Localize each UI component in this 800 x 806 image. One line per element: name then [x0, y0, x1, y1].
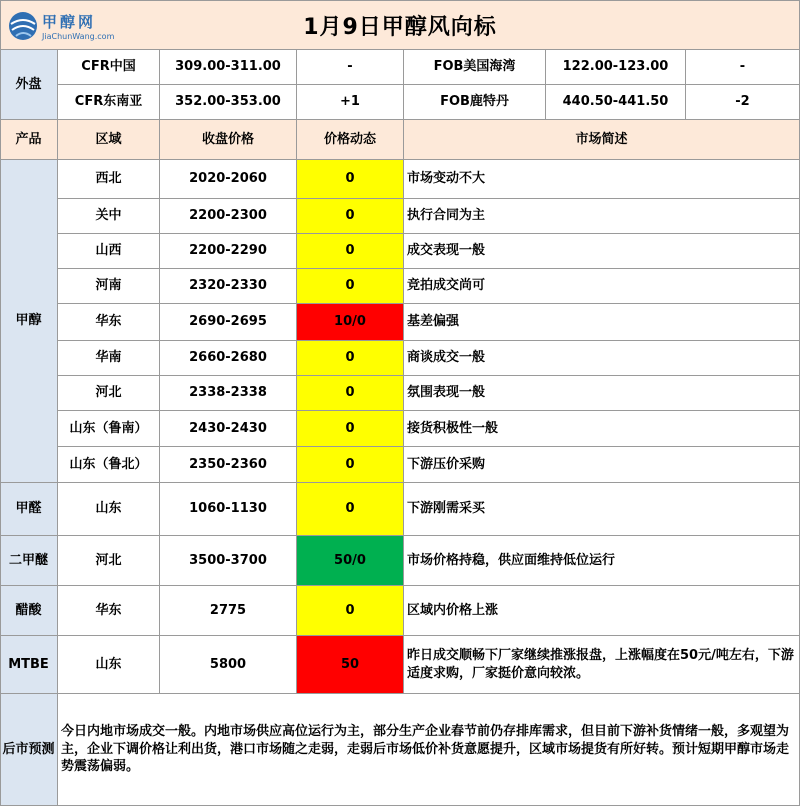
change-cell: 0 [297, 341, 404, 376]
change-cell: 0 [297, 160, 404, 199]
change-cell: 0 [297, 447, 404, 483]
change-cell: 0 [297, 483, 404, 536]
region-cell: 关中 [58, 199, 160, 234]
header-product: 产品 [0, 120, 58, 160]
region-cell: 华南 [58, 341, 160, 376]
price-cell: 2660-2680 [160, 341, 297, 376]
external-name1: CFR中国 [58, 50, 160, 85]
logo [7, 6, 127, 46]
external-price1: 352.00-353.00 [160, 85, 297, 120]
external-label: 外盘 [0, 50, 58, 120]
change-cell: 50/0 [297, 536, 404, 586]
desc-cell: 氛围表现一般 [404, 376, 800, 411]
price-cell: 2350-2360 [160, 447, 297, 483]
desc-cell: 基差偏强 [404, 304, 800, 341]
desc-cell: 商谈成交一般 [404, 341, 800, 376]
external-price2: 440.50-441.50 [546, 85, 686, 120]
region-cell: 山东 [58, 483, 160, 536]
header-change: 价格动态 [297, 120, 404, 160]
change-cell: 0 [297, 269, 404, 304]
globe-logo-icon [7, 10, 39, 42]
forecast-label: 后市预测 [0, 694, 58, 806]
external-change1: +1 [297, 85, 404, 120]
desc-cell: 接货积极性一般 [404, 411, 800, 447]
price-cell: 5800 [160, 636, 297, 694]
external-change1: - [297, 50, 404, 85]
desc-cell: 下游刚需采买 [404, 483, 800, 536]
header-region: 区域 [58, 120, 160, 160]
desc-cell: 下游压价采购 [404, 447, 800, 483]
product-label: 甲醇 [0, 160, 58, 483]
external-change2: - [686, 50, 800, 85]
external-change2: -2 [686, 85, 800, 120]
price-cell: 3500-3700 [160, 536, 297, 586]
external-name2: FOB鹿特丹 [404, 85, 546, 120]
change-cell: 0 [297, 376, 404, 411]
external-name2: FOB美国海湾 [404, 50, 546, 85]
price-cell: 2775 [160, 586, 297, 636]
price-cell: 2200-2300 [160, 199, 297, 234]
region-cell: 华东 [58, 304, 160, 341]
desc-cell: 昨日成交顺畅下厂家继续推涨报盘，上涨幅度在50元/吨左右，下游适度求购，厂家挺价意向较浓。 [404, 636, 800, 694]
external-price1: 309.00-311.00 [160, 50, 297, 85]
desc-cell: 执行合同为主 [404, 199, 800, 234]
title-bar [0, 0, 800, 50]
region-cell: 山东（鲁北） [58, 447, 160, 483]
header-price: 收盘价格 [160, 120, 297, 160]
region-cell: 山东 [58, 636, 160, 694]
external-name1: CFR东南亚 [58, 85, 160, 120]
change-cell: 0 [297, 586, 404, 636]
change-cell: 50 [297, 636, 404, 694]
change-cell: 0 [297, 199, 404, 234]
change-cell: 0 [297, 234, 404, 269]
region-cell: 华东 [58, 586, 160, 636]
region-cell: 河北 [58, 376, 160, 411]
product-label: MTBE [0, 636, 58, 694]
product-label: 醋酸 [0, 586, 58, 636]
logo-text-en: JiaChunWang.com [42, 32, 115, 41]
desc-cell: 区域内价格上涨 [404, 586, 800, 636]
region-cell: 西北 [58, 160, 160, 199]
product-label: 二甲醚 [0, 536, 58, 586]
header-desc: 市场简述 [404, 120, 800, 160]
product-label: 甲醛 [0, 483, 58, 536]
region-cell: 河北 [58, 536, 160, 586]
page-title: 1月9日甲醇风向标 [303, 14, 497, 40]
price-cell: 2020-2060 [160, 160, 297, 199]
price-cell: 1060-1130 [160, 483, 297, 536]
forecast-text: 今日内地市场成交一般。内地市场供应高位运行为主，部分生产企业春节前仍存排库需求，但目前下游补货情绪一般，多观望为主，企业下调价格让利出货，港口市场随之走弱，走弱后市场低价补货意愿提升，区域市场提货有所好转。预计短期甲醇市场走势震荡偏弱。 [58, 694, 800, 806]
desc-cell: 市场变动不大 [404, 160, 800, 199]
region-cell: 河南 [58, 269, 160, 304]
desc-cell: 竞拍成交尚可 [404, 269, 800, 304]
price-cell: 2320-2330 [160, 269, 297, 304]
desc-cell: 成交表现一般 [404, 234, 800, 269]
external-price2: 122.00-123.00 [546, 50, 686, 85]
change-cell: 0 [297, 411, 404, 447]
price-cell: 2430-2430 [160, 411, 297, 447]
price-cell: 2338-2338 [160, 376, 297, 411]
price-cell: 2200-2290 [160, 234, 297, 269]
price-cell: 2690-2695 [160, 304, 297, 341]
change-cell: 10/0 [297, 304, 404, 341]
logo-text-cn: 甲醇网 [42, 13, 97, 31]
region-cell: 山东（鲁南） [58, 411, 160, 447]
desc-cell: 市场价格持稳，供应面维持低位运行 [404, 536, 800, 586]
region-cell: 山西 [58, 234, 160, 269]
